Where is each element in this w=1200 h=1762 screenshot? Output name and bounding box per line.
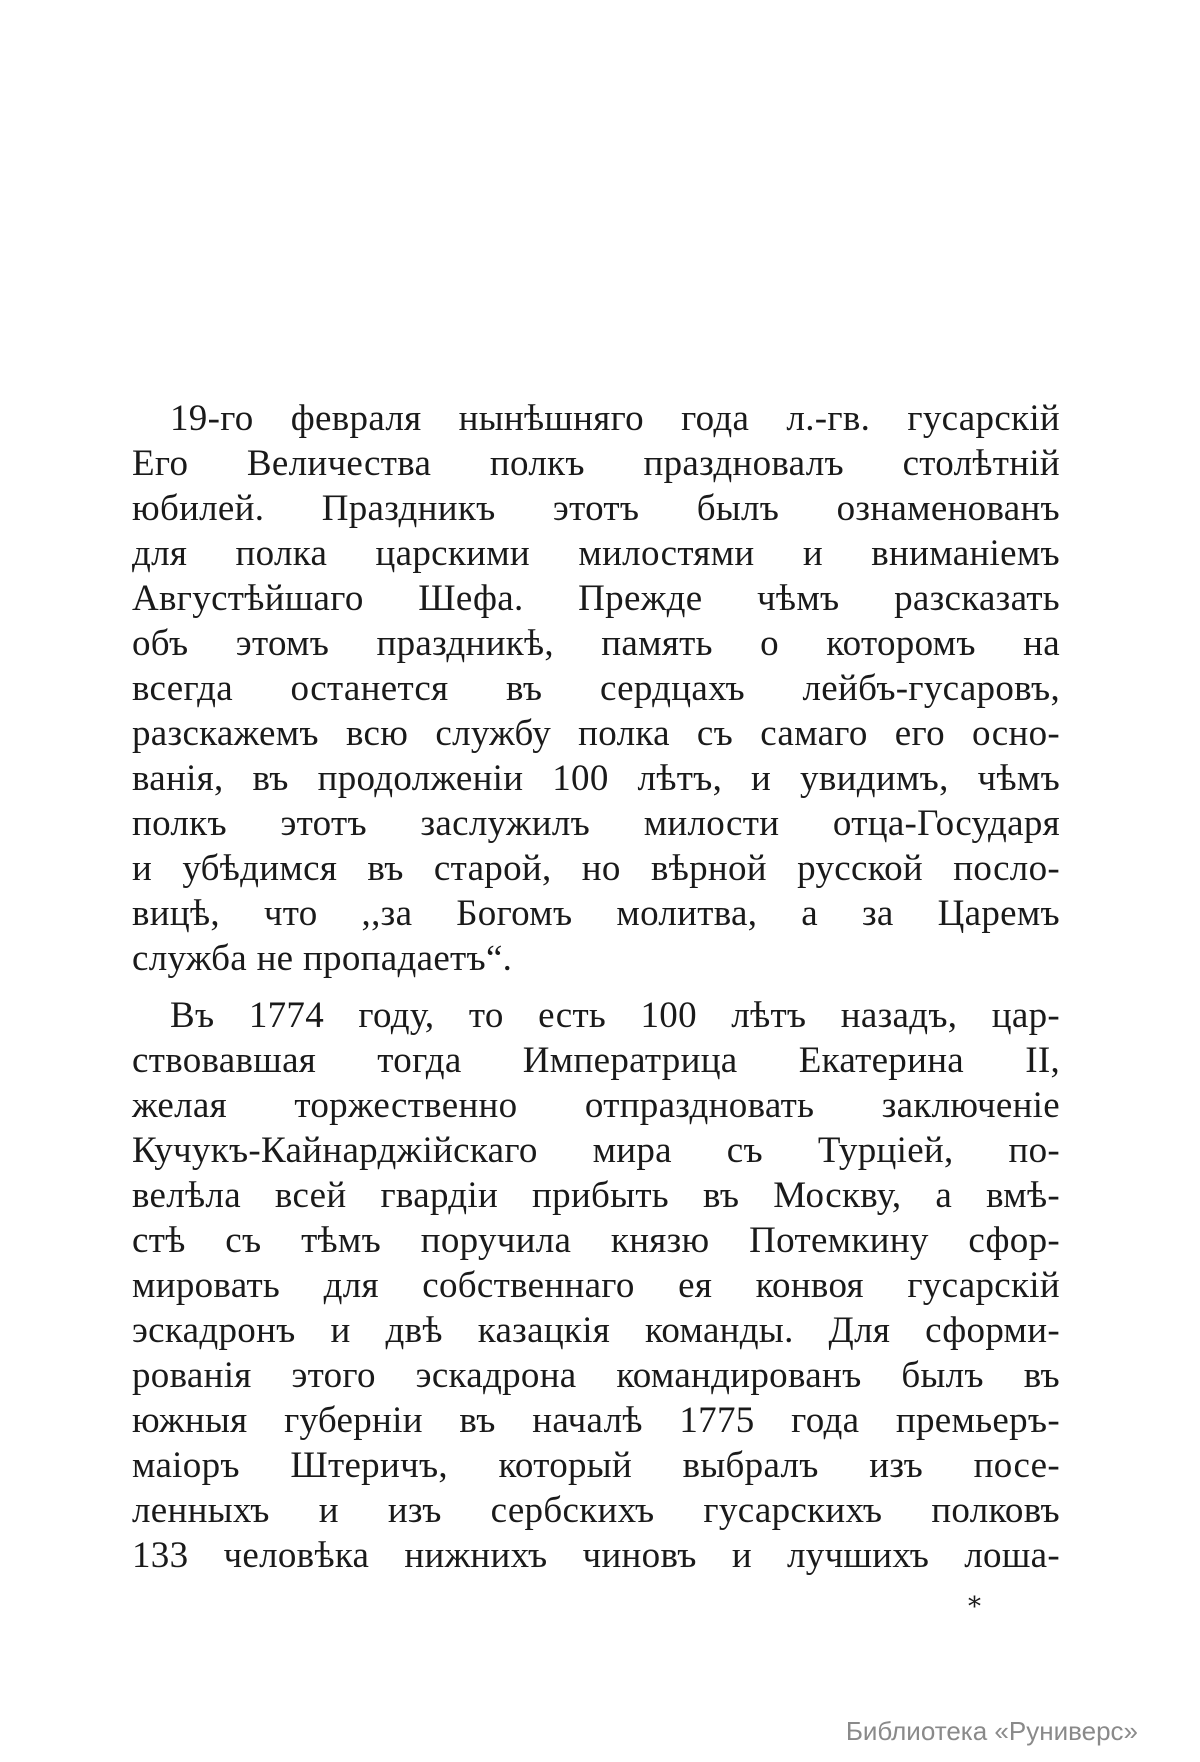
- text-line: ствовавшая тогда Императрица Екатерина II,: [132, 1040, 1060, 1081]
- text-line: и убѣдимся въ старой, но вѣрной русской посло-: [132, 848, 1060, 889]
- body-text: [132, 396, 1060, 1578]
- text-line: 133 человѣка нижнихъ чиновъ и лучшихъ лоша-: [132, 1535, 1060, 1576]
- text-line: Его Величества полкъ праздновалъ столѣтній: [132, 443, 1060, 484]
- text-line: велѣла всей гвардіи прибыть въ Москву, а вмѣ-: [132, 1175, 1060, 1216]
- paragraph: [132, 993, 1060, 1578]
- text-line: мировать для собственнаго ея конвоя гусарскій: [132, 1265, 1060, 1306]
- text-line: южныя губерніи въ началѣ 1775 года премьеръ-: [132, 1400, 1060, 1441]
- text-line: Кучукъ-Кайнарджійскаго мира съ Турціей, по-: [132, 1130, 1060, 1171]
- text-line: юбилей. Праздникъ этотъ былъ ознаменованъ: [132, 488, 1060, 529]
- text-line: 19-го февраля нынѣшняго года л.-гв. гусарскій: [170, 398, 1060, 439]
- text-line: маіоръ Штеричъ, который выбралъ изъ посе-: [132, 1445, 1060, 1486]
- text-line: стѣ съ тѣмъ поручила князю Потемкину сфор-: [132, 1220, 1060, 1261]
- text-line: разскажемъ всю службу полка съ самаго его осно-: [132, 713, 1060, 754]
- text-line: объ этомъ праздникѣ, память о которомъ на: [132, 623, 1060, 664]
- paragraph-gap: [132, 981, 1060, 993]
- paragraph: [132, 396, 1060, 981]
- text-line: Августѣйшаго Шефа. Прежде чѣмъ разсказать: [132, 578, 1060, 619]
- text-line: вицѣ, что ,,за Богомъ молитва, а за Царемъ: [132, 893, 1060, 934]
- text-line: для полка царскими милостями и вниманіемъ: [132, 533, 1060, 574]
- text-line: ванія, въ продолженіи 100 лѣтъ, и увидимъ, чѣмъ: [132, 758, 1060, 799]
- text-line: Въ 1774 году, то есть 100 лѣтъ назадъ, цар-: [170, 995, 1060, 1036]
- text-line: рованія этого эскадрона командированъ былъ въ: [132, 1355, 1060, 1396]
- text-line: ленныхъ и изъ сербскихъ гусарскихъ полковъ: [132, 1490, 1060, 1531]
- signature-mark: *: [968, 1592, 981, 1622]
- text-line: служба не пропадаетъ“.: [132, 938, 513, 979]
- text-line: всегда останется въ сердцахъ лейбъ-гусаровъ,: [132, 668, 1060, 709]
- library-watermark: Библиотека «Руниверс»: [845, 1716, 1138, 1746]
- text-line: эскадронъ и двѣ казацкія команды. Для сформи-: [132, 1310, 1060, 1351]
- text-line: полкъ этотъ заслужилъ милости отца-Государя: [132, 803, 1060, 844]
- text-line: желая торжественно отпраздновать заключеніе: [132, 1085, 1060, 1126]
